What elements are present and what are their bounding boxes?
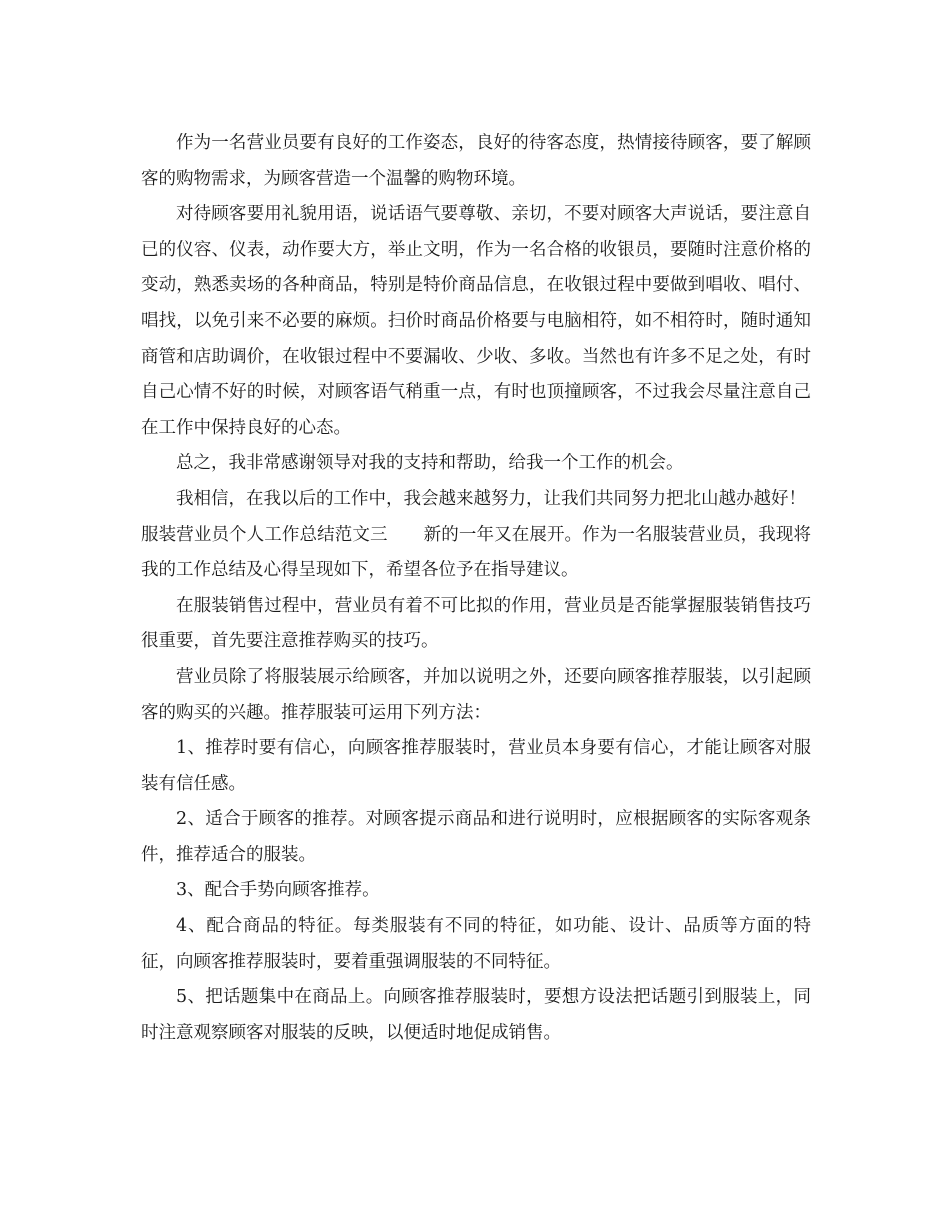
list-item: 3、配合手势向顾客推荐。 bbox=[176, 880, 380, 901]
paragraph: 营业员除了将服装展示给顾客，并加以说明之外，还要向顾客推荐服装，以引起顾客的购买的兴趣。推荐服装可运用下列方法： bbox=[141, 666, 811, 723]
section-heading: 服装营业员个人工作总结范文三 bbox=[141, 524, 388, 545]
list-item: 2、适合于顾客的推荐。对顾客提示商品和进行说明时，应根据顾客的实际客观条件，推荐适合的服装。 bbox=[141, 809, 811, 865]
list-item: 5、把话题集中在商品上。向顾客推荐服装时，要想方设法把话题引到服装上，同时注意观察顾客对服装的反映，以便适时地促成销售。 bbox=[141, 987, 811, 1043]
paragraph: 作为一名营业员要有良好的工作姿态，良好的待客态度，热情接待顾客，要了解顾客的购物需求，为顾客营造一个温馨的购物环境。 bbox=[141, 133, 811, 189]
section-paragraph bbox=[141, 518, 811, 589]
paragraph: 对待顾客要用礼貌用语，说话语气要尊敬、亲切，不要对顾客大声说话，要注意自已的仪容、仪表，动作要大方，举止文明，作为一名合格的收银员，要随时注意价格的变动，熟悉卖场的各种商品，特别是特价商品信息，在收银过程中要做到唱收、唱付、唱找，以免引来不必要的麻烦。扫价时商品价格要与电脑相符，如不相符时，随时通知商管和店助调价，在收银过程中不要漏收、少收、多收。当然也有许多不足之处，有时自己心情不好的时候，对顾客语气稍重一点，有时也顶撞顾客，不过我会尽量注意自己在工作中保持良好的心态。 bbox=[141, 204, 811, 438]
paragraph: 我相信，在我以后的工作中，我会越来越努力，让我们共同努力把北山越办越好！ bbox=[176, 488, 806, 509]
paragraph: 总之，我非常感谢领导对我的支持和帮助，给我一个工作的机会。 bbox=[176, 453, 684, 474]
paragraph: 在服装销售过程中，营业员有着不可比拟的作用，营业员是否能掌握服装销售技巧很重要，首先要注意推荐购买的技巧。 bbox=[141, 595, 811, 652]
section-intro: 新的一年又在展开。作为一名服装营业员，我现将我的工作总结及心得呈现如下，希望各位予在指导建议。 bbox=[141, 524, 812, 581]
document-body bbox=[141, 126, 811, 1051]
list-item: 4、配合商品的特征。每类服装有不同的特征，如功能、设计、品质等方面的特征，向顾客推荐服装时，要着重强调服装的不同特征。 bbox=[141, 916, 811, 972]
list-item: 1、推荐时要有信心，向顾客推荐服装时，营业员本身要有信心，才能让顾客对服装有信任感。 bbox=[141, 738, 811, 794]
